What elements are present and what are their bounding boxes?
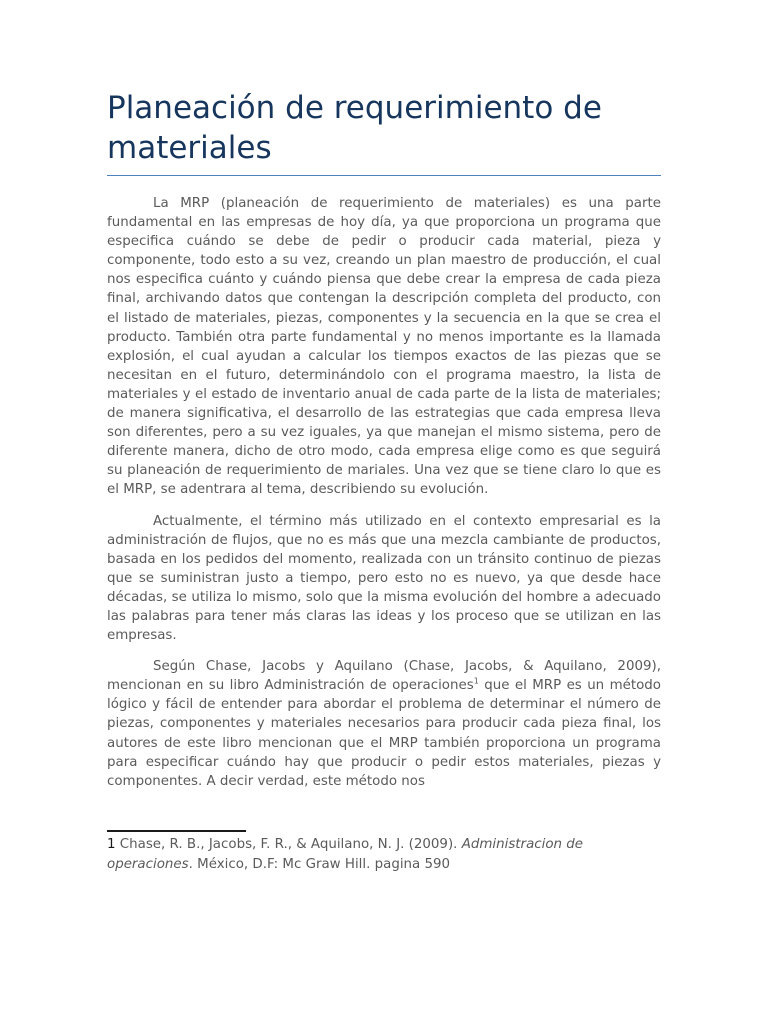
title-underline	[107, 175, 661, 176]
paragraph-2: Actualmente, el término más utilizado en el contexto empresarial es la administración de flujos, que no es más que una mezcla cambiante de productos, basada en los pedidos del momento, realizada con un tránsito continuo de piezas que se suministran justo a tiempo, pero esto no es nuevo, ya que desde hace décadas, se utiliza lo mismo, solo que la misma evolución del hombre a adecuado las palabras para tener más claras las ideas y los proceso que se utilizan en las empresas.	[107, 513, 661, 644]
paragraph-3	[107, 657, 661, 791]
paragraph-1: La MRP (planeación de requerimiento de materiales) es una parte fundamental en las empresas de hoy día, ya que proporciona un programa que especifica cuándo se debe de pedir o producir cada material, pieza y componente, todo esto a su vez, creando un plan maestro de producción, el cual nos especifica cuánto y cuándo piensa que debe crear la empresa de cada pieza final, archivando datos que contengan la descripción completa del producto, con el listado de materiales, piezas, componentes y la secuencia en la que se crea el producto. También otra parte fundamental y no menos importante es la llamada explosión, el cual ayudan a calcular los tiempos exactos de las piezas que se necesitan en el futuro, determinándolo con el programa maestro, la lista de materiales y el estado de inventario anual de cada parte de la lista de materiales; de manera significativa, el desarrollo de las estrategias que cada empresa lleva son diferentes, pero a su vez iguales, ya que manejan el mismo sistema, pero de diferente manera, dicho de otro modo, cada empresa elige como es que seguirá su planeación de requerimiento de mariales. Una vez que se tiene claro lo que es el MRP, se adentrara al tema, describiendo su evolución.	[107, 196, 661, 498]
footnote-reference[interactable]: 1	[473, 676, 479, 686]
footnote-number: 1	[107, 837, 116, 852]
paragraph-3-text-before-ref: Según Chase, Jacobs y Aquilano (Chase, Jacobs, & Aquilano, 2009), mencionan en su libro Administración de operaciones	[107, 659, 661, 694]
document-title: Planeación de requerimiento de materiales	[107, 90, 602, 166]
footnote	[107, 835, 661, 875]
footnote-book-title: Administracion de operaciones	[107, 837, 584, 872]
footnote-authors: Chase, R. B., Jacobs, F. R., & Aquilano, N. J. (2009).	[115, 837, 462, 852]
body-text	[107, 194, 661, 810]
paragraph-3-text-after-ref: que el MRP es un método lógico y fácil de entender para abordar el problema de determinar el número de piezas, componentes y materiales necesarios para producir cada pieza final, los autores de este libro mencionan que el MRP también proporciona un programa para especificar cuándo hay que producir o pedir estos materiales, piezas y componentes. A decir verdad, este método nos	[107, 678, 661, 789]
footnote-separator	[107, 830, 246, 832]
footnote-publisher: . México, D.F: Mc Graw Hill. pagina 590	[188, 857, 451, 872]
